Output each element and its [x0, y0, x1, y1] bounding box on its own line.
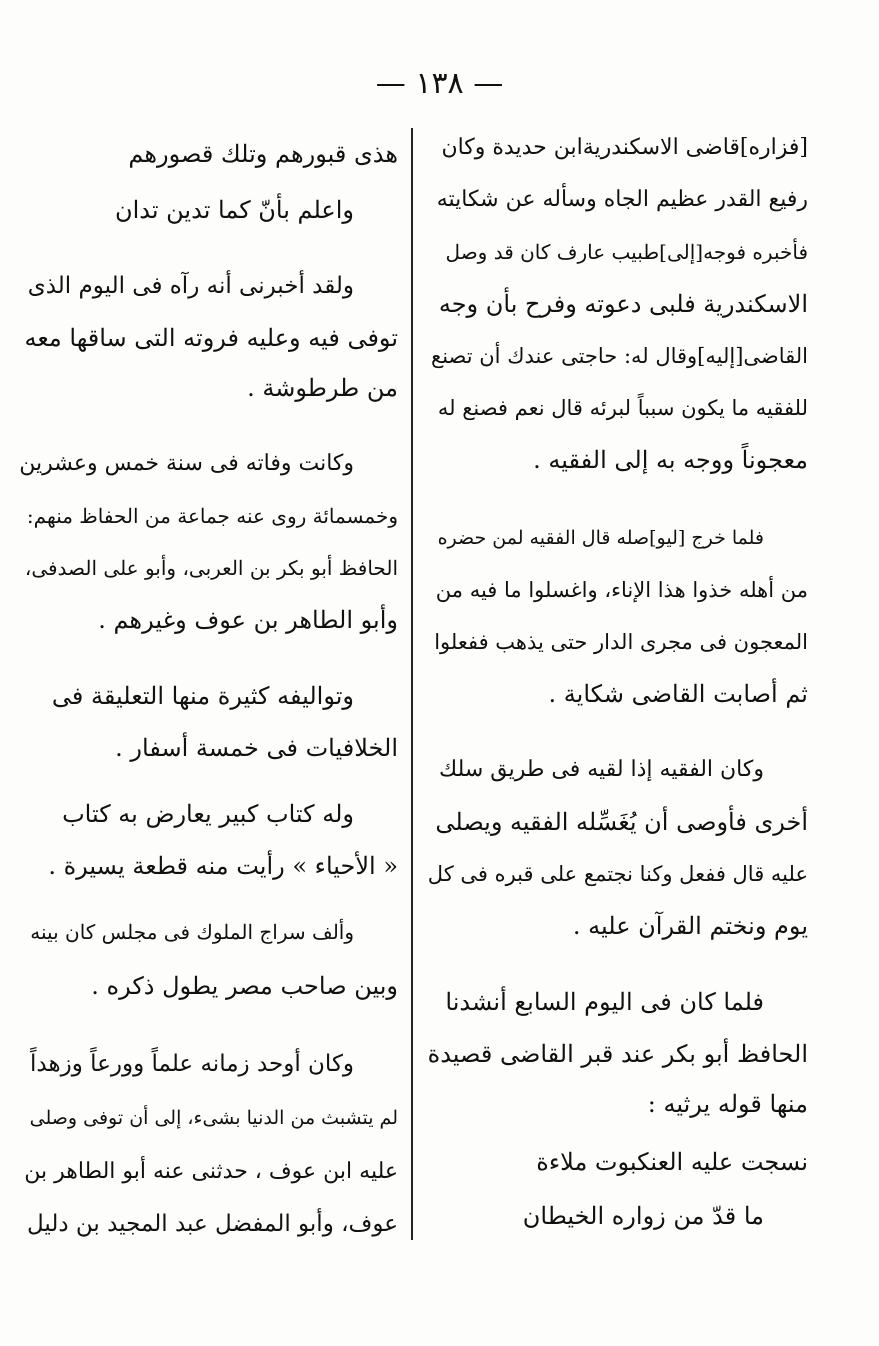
verse-line: هذى قبورهم وتلك قصورهم [128, 140, 398, 168]
text-line: توفى فيه وعليه فروته التى ساقها معه [24, 324, 398, 352]
text-line: عوف، وأبو المفضل عبد المجيد بن دليل [26, 1211, 398, 1237]
text-line: [فزاره]قاضى الاسكندريةابن حديدة وكان [441, 135, 808, 160]
text-line: وأبو الطاهر بن عوف وغيرهم . [98, 606, 398, 634]
verse-line: واعلم بأنّ كما تدين تدان [114, 196, 354, 224]
text-line: ولقد أخبرنى أنه رآه فى اليوم الذى [27, 273, 354, 299]
text-line: لم يتشبث من الدنيا بشىء، إلى أن توفى وصلى [29, 1107, 398, 1129]
text-line: المعجون فى مجرى الدار حتى يذهب ففعلوا [434, 630, 808, 654]
text-line: الحافظ أبو بكر عند قبر القاضى قصيدة [427, 1040, 808, 1068]
page-number: — ١٣٨ — [375, 66, 504, 101]
text-line: وبين صاحب مصر يطول ذكره . [91, 972, 398, 1000]
text-line: وكان الفقيه إذا لقيه فى طريق سلك [439, 757, 764, 782]
text-line: وكان أوحد زمانه علماً وورعاً وزهداً [30, 1051, 354, 1077]
verse-line: نسجت عليه العنكبوت ملاءة [536, 1148, 808, 1176]
text-line: وله كتاب كبير يعارض به كتاب [62, 800, 354, 828]
text-line: القاضى[إليه]وقال له: حاجتى عندك أن تصنع [431, 344, 808, 368]
text-line: عليه قال ففعل وكنا نجتمع على قبره فى كل [427, 862, 808, 886]
text-line: عليه ابن عوف ، حدثنى عنه أبو الطاهر بن [24, 1159, 398, 1184]
text-line: فأخبره فوجه[إلى]طبيب عارف كان قد وصل [445, 240, 808, 264]
text-line: من طرطوشة . [247, 374, 398, 402]
text-line: ثم أصابت القاضى شكاية . [548, 680, 808, 708]
text-line: وكانت وفاته فى سنة خمس وعشرين [19, 451, 354, 476]
text-line: الخلافيات فى خمسة أسفار . [115, 734, 398, 762]
text-line: رفيع القدر عظيم الجاه وسأله عن شكايته [436, 187, 808, 212]
text-line: « الأحياء » رأيت منه قطعة يسيرة . [48, 852, 398, 880]
text-line: منها قوله يرثيه : [647, 1090, 808, 1118]
text-line: أخرى فأوصى أن يُغَسِّله الفقيه ويصلى [435, 808, 808, 836]
text-line: من أهله خذوا هذا الإناء، واغسلوا ما فيه من [435, 578, 808, 602]
text-line: معجوناً ووجه به إلى الفقيه . [533, 446, 808, 474]
text-line: يوم ونختم القرآن عليه . [572, 912, 808, 940]
text-line: الحافظ أبو بكر بن العربى، وأبو على الصدفى، [24, 556, 398, 580]
text-line: وتواليفه كثيرة منها التعليقة فى [51, 682, 354, 710]
text-line: الاسكندرية فلبى دعوته وفرح بأن وجه [438, 290, 808, 318]
text-line: للفقيه ما يكون سبباً لبرئه قال نعم فصنع له [437, 396, 808, 420]
text-line: فلما كان فى اليوم السابع أنشدنا [445, 988, 764, 1016]
verse-line: ما قدّ من زواره الخيطان [522, 1202, 764, 1230]
column-divider [411, 128, 413, 1240]
text-line: وخمسمائة روى عنه جماعة من الحفاظ منهم: [26, 504, 398, 528]
text-line: فلما خرج [ليو]صله قال الفقيه لمن حضره [437, 527, 764, 549]
text-line: وألف سراج الملوك فى مجلس كان بينه [30, 920, 354, 944]
